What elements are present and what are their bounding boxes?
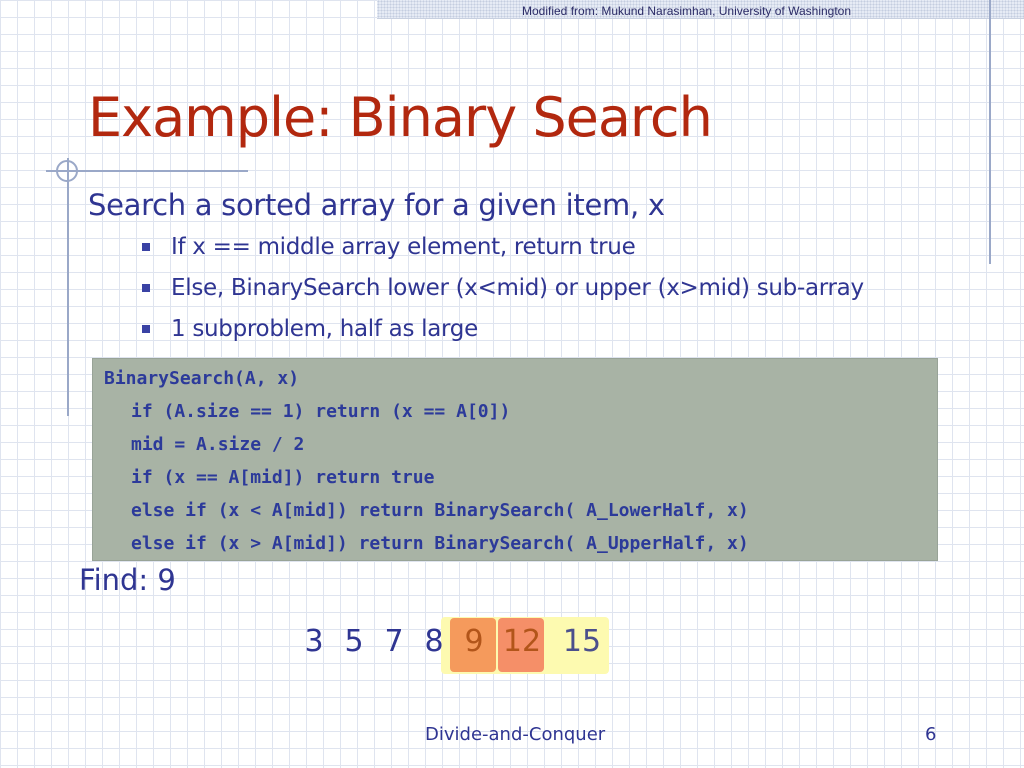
slide-title: Example: Binary Search (88, 86, 712, 149)
array-element: 9 (464, 624, 484, 659)
code-line: if (A.size == 1) return (x == A[0]) (131, 401, 511, 422)
bullet-text: Else, BinarySearch lower (x<mid) or upper (x>mid) sub-array (171, 275, 864, 301)
bullet-item (140, 234, 864, 275)
code-line: mid = A.size / 2 (131, 434, 305, 455)
bullet-item (140, 275, 864, 316)
array-element: 15 (562, 624, 602, 659)
bullet-text: If x == middle array element, return true (171, 234, 636, 260)
square-bullet-icon (142, 325, 150, 333)
decorative-line-left (67, 158, 69, 416)
decorative-line-right (989, 0, 991, 264)
square-bullet-icon (142, 243, 150, 251)
find-label: Find: 9 (79, 563, 176, 597)
footer-title: Divide-and-Conquer (425, 724, 606, 745)
lead-text: Search a sorted array for a given item, x (88, 188, 665, 222)
array-element: 3 (304, 624, 324, 659)
bullet-item (140, 316, 864, 357)
bullet-list (140, 234, 864, 357)
code-block (92, 358, 938, 561)
bullet-text: 1 subproblem, half as large (171, 316, 478, 342)
array-element: 12 (502, 624, 542, 659)
credit-text: Modified from: Mukund Narasimhan, University of Washington (522, 4, 852, 18)
page-number: 6 (925, 724, 937, 745)
array-element: 7 (384, 624, 404, 659)
array-element: 5 (344, 624, 364, 659)
code-line: if (x == A[mid]) return true (131, 467, 435, 488)
code-line: else if (x > A[mid]) return BinarySearch( A_UpperHalf, x) (131, 533, 749, 554)
decorative-circle (56, 160, 78, 182)
code-line: BinarySearch(A, x) (104, 368, 300, 389)
square-bullet-icon (142, 284, 150, 292)
code-line: else if (x < A[mid]) return BinarySearch( A_LowerHalf, x) (131, 500, 749, 521)
array-element: 8 (424, 624, 444, 659)
